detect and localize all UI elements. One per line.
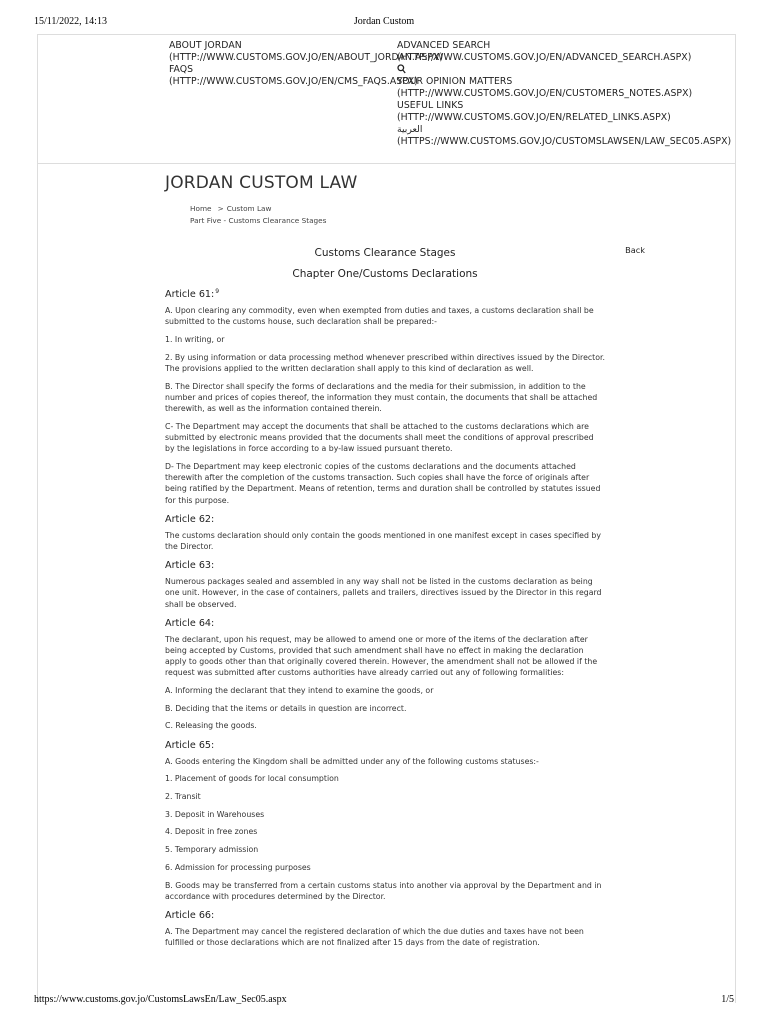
breadcrumb-section: Part Five - Customs Clearance Stages xyxy=(190,216,327,225)
article-title: Article 62: xyxy=(165,513,215,525)
print-title: Jordan Custom xyxy=(353,16,415,27)
article-title: Article 64: xyxy=(165,617,215,629)
nav-advanced-search-label: ADVANCED SEARCH xyxy=(397,40,491,51)
nav-advanced-search[interactable] xyxy=(397,40,737,64)
article-paragraph: B. Deciding that the items or details in question are incorrect. xyxy=(165,703,407,713)
article-paragraph: B. The Director shall specify the forms of declarations and the media for their submission, in addition to the number and prices of copies thereof, the information they must contain, the documents that shall be attached therewith, as well as the information contained therein. xyxy=(165,381,598,414)
top-navigation xyxy=(38,35,735,164)
article-heading xyxy=(165,910,605,921)
article-paragraph: Numerous packages sealed and assembled in any way shall not be listed in the customs declaration as being one unit. However, in the case of containers, pallets and trailers, directives issued by the Director in this regard shall be observed. xyxy=(165,577,602,609)
nav-faqs-url: (HTTP://WWW.CUSTOMS.GOV.JO/EN/CMS_FAQS.ASPX) xyxy=(169,76,418,87)
article-paragraph: D- The Department may keep electronic copies of the customs declarations and the documents attached therewith after the completion of the customs transaction. Such copies shall have the force of originals after being ratified by the Department. Means of retention, terms and duration shall be controlled by statutes issued for this purpose. xyxy=(165,461,601,505)
article-paragraph: A. Upon clearing any commodity, even when exempted from duties and taxes, a customs declaration shall be submitted to the customs house, such declaration shall be prepared:- xyxy=(165,306,594,327)
print-header xyxy=(34,16,734,30)
article-paragraph: C- The Department may accept the documents that shall be attached to the customs declarations which are submitted by electronic means provided that the documents shall meet the conditions of approval prescribed by the legislations in force according to a by-law issued pursuant thereto. xyxy=(165,421,594,454)
article-paragraph: 2. Transit xyxy=(165,792,201,802)
breadcrumb xyxy=(190,203,605,227)
article-paragraph: C. Releasing the goods. xyxy=(165,721,257,731)
nav-useful-links[interactable] xyxy=(397,100,737,124)
article-title: Article 65: xyxy=(165,739,215,751)
breadcrumb-home[interactable]: Home xyxy=(190,204,212,213)
print-footer xyxy=(34,994,734,1008)
nav-opinion-url: (HTTP://WWW.CUSTOMS.GOV.JO/EN/CUSTOMERS_NOTES.ASPX) xyxy=(397,88,693,99)
page-frame xyxy=(37,34,736,1003)
print-page-number: 1/5 xyxy=(721,994,734,1005)
article-heading xyxy=(165,618,605,629)
nav-opinion-label: YOUR OPINION MATTERS xyxy=(397,76,513,87)
nav-useful-links-label: USEFUL LINKS xyxy=(397,100,464,111)
print-date: 15/11/2022, 14:13 xyxy=(34,16,107,27)
nav-arabic-url: (HTTPS://WWW.CUSTOMS.GOV.JO/CUSTOMSLAWSEN/LAW_SEC05.ASPX) xyxy=(397,136,732,147)
article-paragraph: A. Informing the declarant that they intend to examine the goods, or xyxy=(165,686,434,696)
article-title: Article 66: xyxy=(165,910,215,921)
nav-arabic[interactable] xyxy=(397,124,737,148)
article-paragraph: 6. Admission for processing purposes xyxy=(165,862,311,872)
article-paragraph: 3. Deposit in Warehouses xyxy=(165,809,265,819)
article-title: Article 63: xyxy=(165,560,215,572)
main-content xyxy=(165,173,645,955)
article-paragraph: 5. Temporary admission xyxy=(165,845,259,855)
article-paragraph: 4. Deposit in free zones xyxy=(165,827,258,837)
nav-faqs[interactable] xyxy=(169,64,429,88)
nav-useful-links-url: (HTTP://WWW.CUSTOMS.GOV.JO/EN/RELATED_LINKS.ASPX) xyxy=(397,112,671,123)
article-paragraph: A. The Department may cancel the registered declaration of which the due duties and taxes have not been fulfilled or those declarations which are not finalized after 15 days from the date of registration. xyxy=(165,927,584,948)
article-heading xyxy=(165,560,605,571)
print-url: https://www.customs.gov.jo/CustomsLawsEn/Law_Sec05.aspx xyxy=(34,994,287,1005)
article-paragraph: 2. By using information or data processing method whenever prescribed within directives issued by the Director. The provisions applied to the written declaration shall apply to this kind of declaration as well. xyxy=(165,352,605,373)
section-title-text: Customs Clearance Stages xyxy=(314,247,456,259)
nav-your-opinion-matters[interactable] xyxy=(397,76,737,100)
article-heading xyxy=(165,288,605,300)
nav-faqs-label: FAQS xyxy=(169,64,194,75)
nav-about-jordan-label: ABOUT JORDAN xyxy=(169,40,242,51)
breadcrumb-custom-law[interactable]: Custom Law xyxy=(226,204,272,213)
search-icon[interactable] xyxy=(397,64,737,76)
footnote-marker[interactable]: 9 xyxy=(215,288,220,295)
article-paragraph: 1. In writing, or xyxy=(165,335,225,345)
back-link[interactable]: Back xyxy=(625,245,645,255)
nav-advanced-search-url: (HTTP://WWW.CUSTOMS.GOV.JO/EN/ADVANCED_SEARCH.ASPX) xyxy=(397,52,692,63)
section-title xyxy=(165,245,645,259)
nav-about-jordan-url: (HTTP://WWW.CUSTOMS.GOV.JO/EN/ABOUT_JORDAN.ASPX) xyxy=(169,52,444,63)
article-title: Article 61: xyxy=(165,289,215,301)
nav-right-column xyxy=(397,40,737,148)
breadcrumb-separator: > xyxy=(217,204,224,213)
article-paragraph: 1. Placement of goods for local consumption xyxy=(165,774,339,784)
article-paragraph: The customs declaration should only contain the goods mentioned in one manifest except in cases specified by the Director. xyxy=(165,530,601,551)
article-heading xyxy=(165,740,605,751)
nav-arabic-label: العربية xyxy=(397,124,423,135)
article-paragraph: B. Goods may be transferred from a certain customs status into another via approval by the Department and in accordance with procedures determined by the Director. xyxy=(165,880,602,901)
page-title: JORDAN CUSTOM LAW xyxy=(165,173,358,193)
article-heading xyxy=(165,514,605,525)
articles-list xyxy=(165,288,605,948)
article-paragraph: The declarant, upon his request, may be allowed to amend one or more of the items of the declaration after being accepted by Customs, provided that such amendment shall have no effect in making the declaration apply to goods other than that originally covered therein. However, the amendment shall not be allowed if the request was submitted after customs authorities have already carried out any of following formalities: xyxy=(165,634,598,678)
article-paragraph: A. Goods entering the Kingdom shall be admitted under any of the following customs statuses:- xyxy=(165,756,539,766)
chapter-title: Chapter One/Customs Declarations xyxy=(292,268,478,280)
